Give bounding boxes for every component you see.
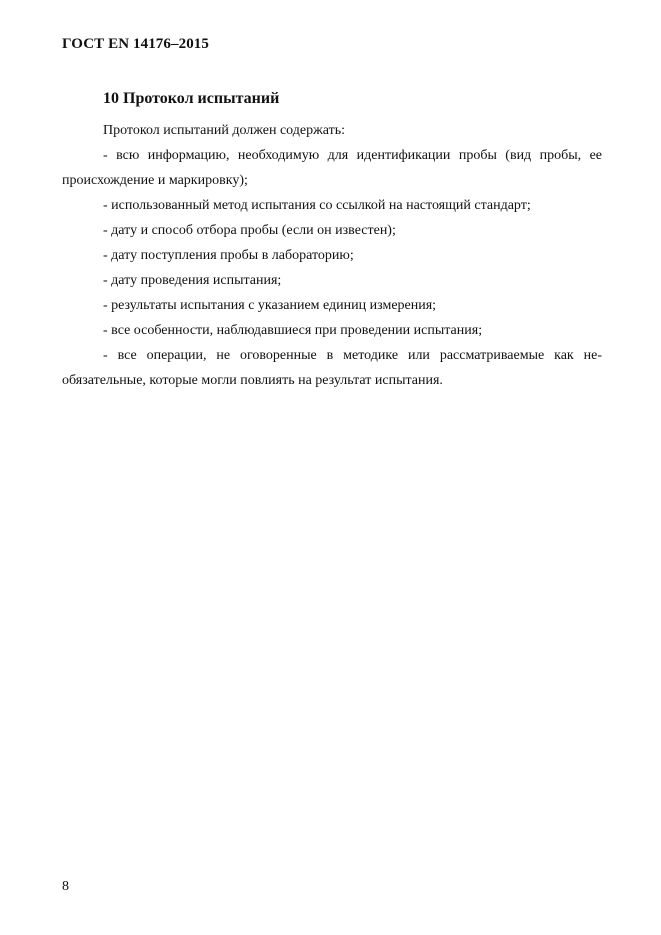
list-item: - все операции, не оговоренные в методике или рассматриваемые как необязательные, которые могли повлиять на результат испытания. — [62, 348, 602, 388]
list-item: - все особенности, наблюдавшиеся при проведении испытания; — [103, 323, 483, 338]
list-item: - дату поступления пробы в лабораторию; — [103, 248, 354, 263]
section-content — [62, 118, 602, 393]
list-item: - использованный метод испытания со ссылкой на настоящий стандарт; — [103, 198, 531, 213]
section-title: 10 Протокол испытаний — [103, 90, 280, 107]
list-item: - всю информацию, необходимую для идентификации пробы (вид пробы, ее происхождение и маркировку); — [62, 148, 602, 188]
list-item: - дату проведения испытания; — [103, 273, 282, 288]
list-item: - дату и способ отбора пробы (если он известен); — [103, 223, 396, 238]
list-item: - результаты испытания с указанием единиц измерения; — [103, 298, 437, 313]
page-number: 8 — [62, 879, 69, 894]
document-header-code: ГОСТ EN 14176–2015 — [62, 36, 209, 52]
section-intro: Протокол испытаний должен содержать: — [103, 123, 346, 138]
